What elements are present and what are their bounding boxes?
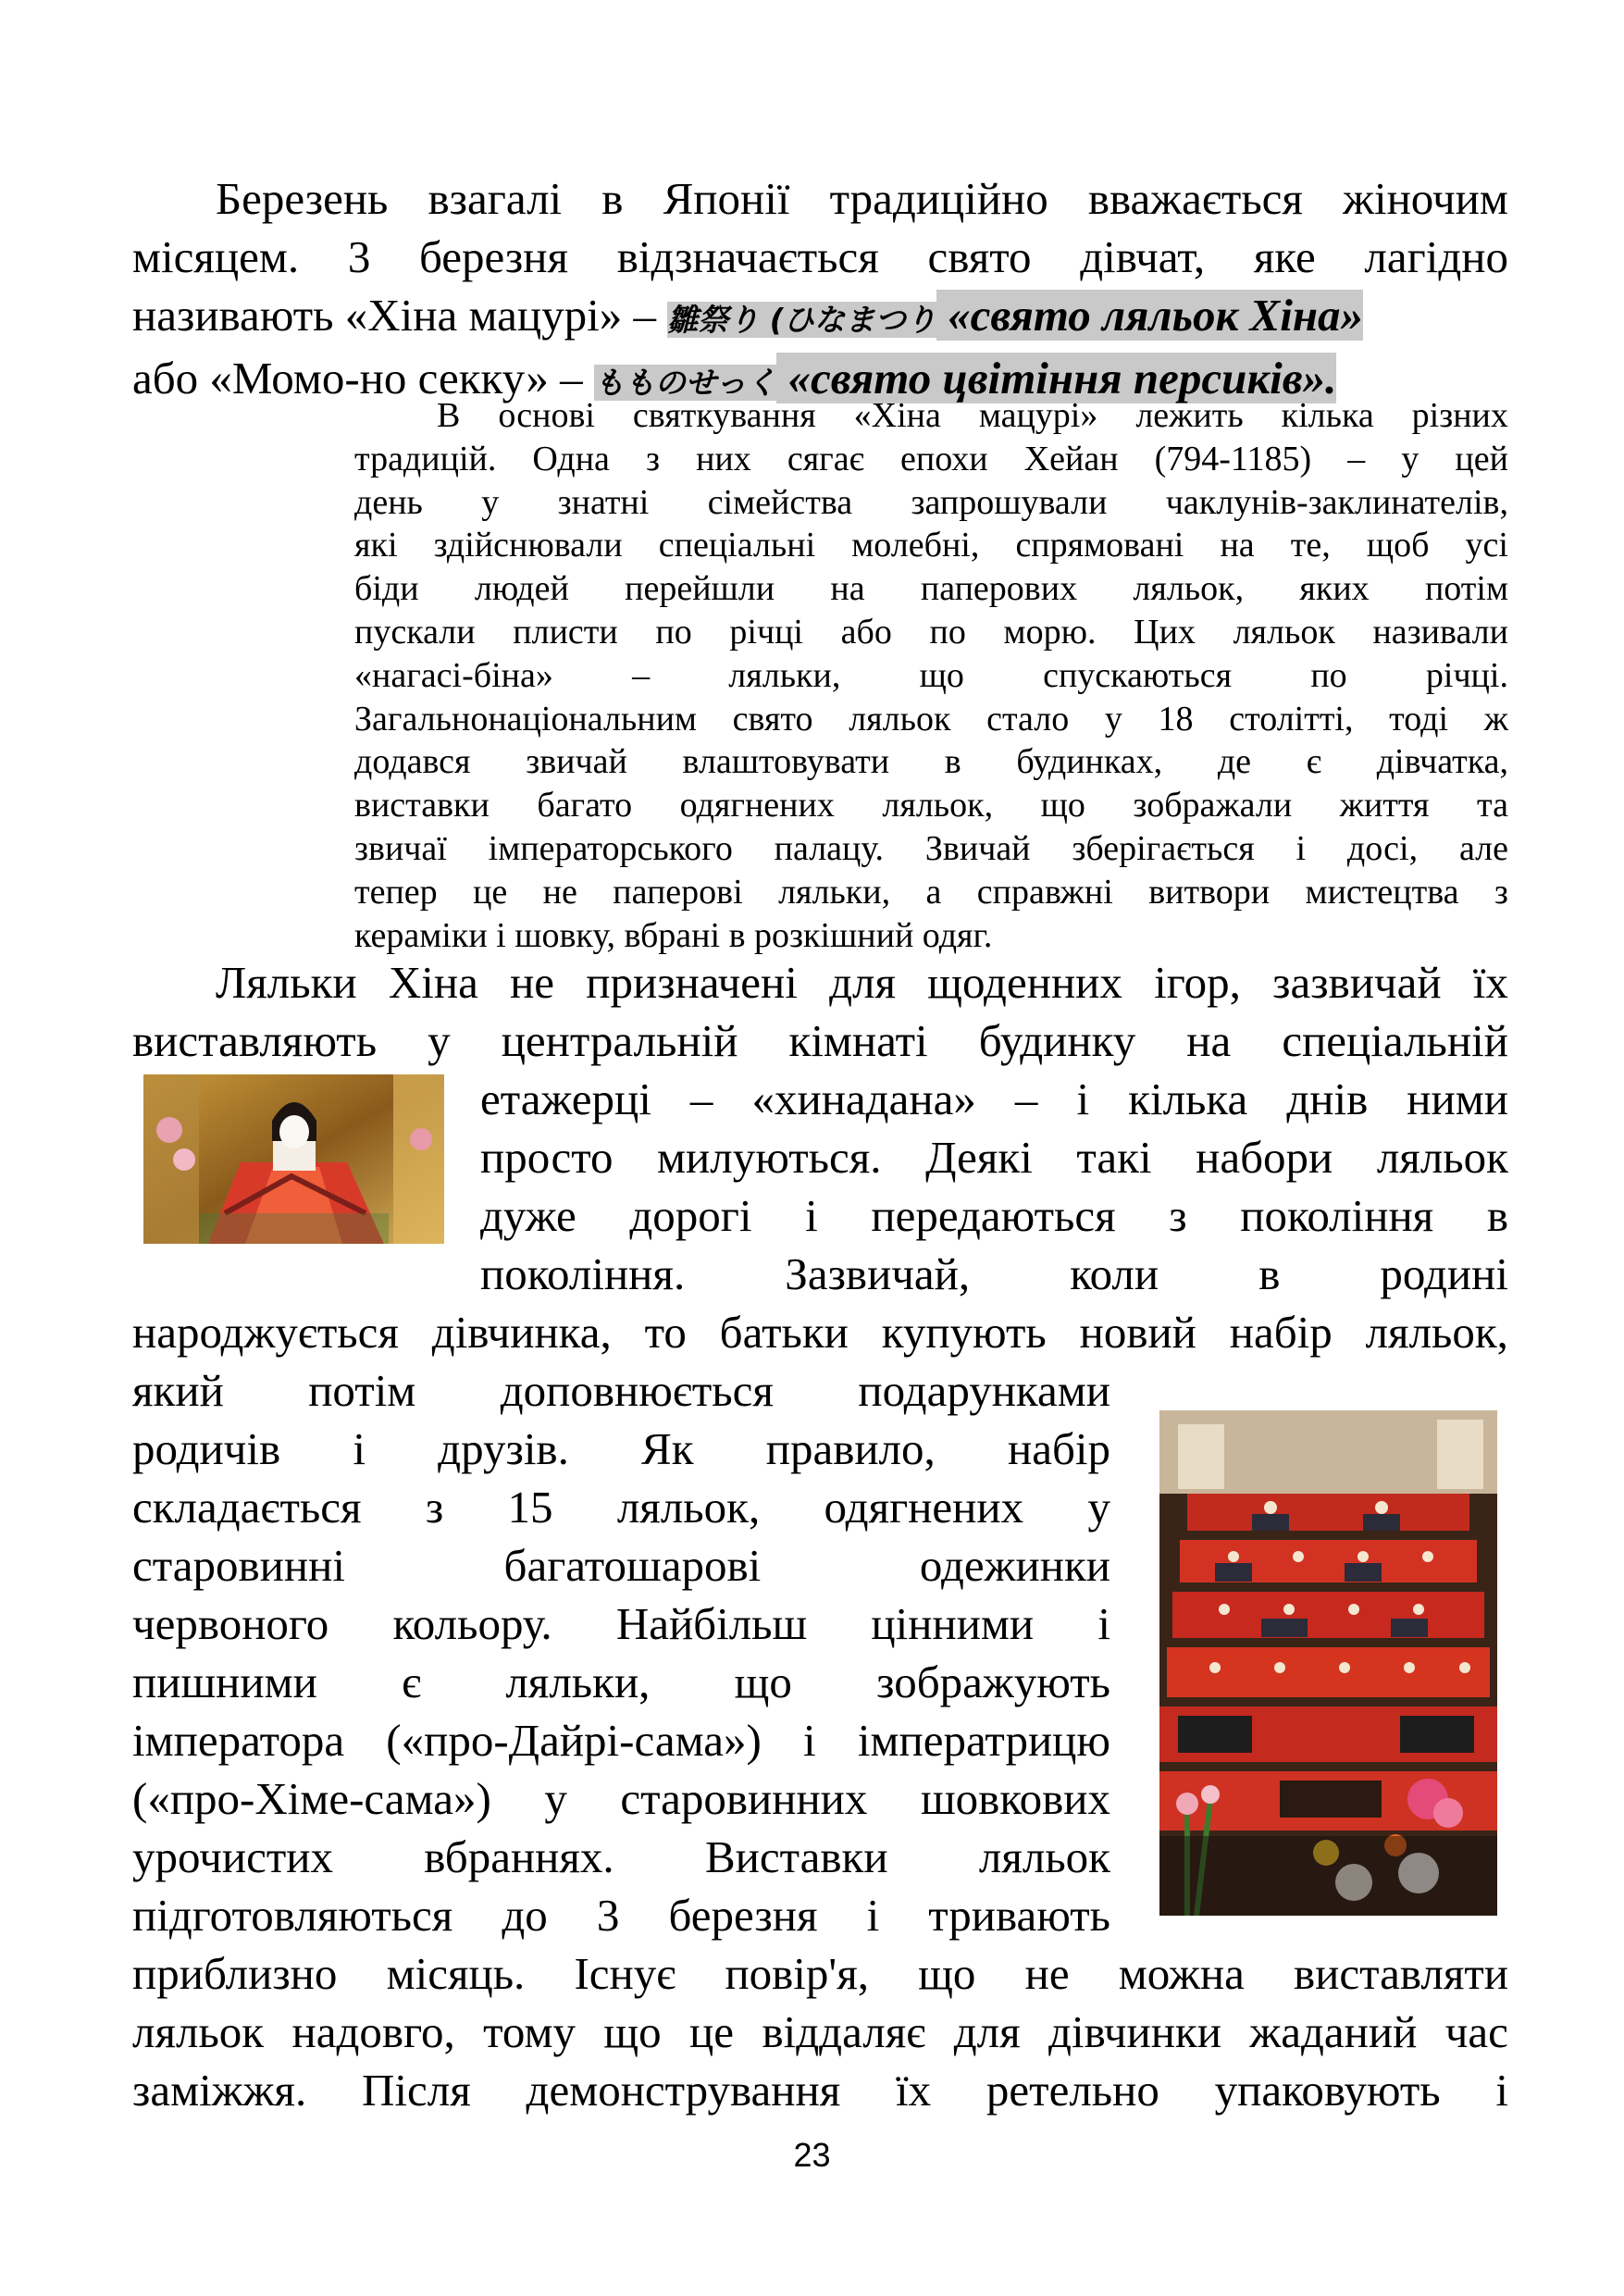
word: додався bbox=[354, 742, 471, 782]
word: потім bbox=[1424, 569, 1508, 609]
word: сягає bbox=[787, 439, 864, 478]
small-print-block bbox=[354, 394, 1508, 957]
word: місяць. bbox=[386, 1948, 526, 1999]
word: кілька bbox=[1281, 396, 1374, 435]
word: купують bbox=[881, 1307, 1047, 1358]
word: «нагасі-біна» bbox=[354, 655, 553, 695]
word: людей bbox=[474, 569, 569, 609]
word: Найбільш bbox=[615, 1598, 808, 1649]
word: В bbox=[437, 396, 461, 435]
word: по bbox=[655, 612, 692, 652]
word: днів bbox=[1286, 1074, 1369, 1124]
word: дуже bbox=[480, 1190, 576, 1241]
word: зберігається bbox=[1072, 828, 1255, 868]
word: і bbox=[805, 1190, 818, 1241]
word: Цих bbox=[1134, 612, 1196, 652]
small-line-13 bbox=[354, 914, 1508, 958]
word: мацурі» bbox=[978, 396, 1098, 435]
word: Загальнонаціональним bbox=[354, 699, 697, 738]
word: з bbox=[1494, 872, 1508, 912]
word: і bbox=[1076, 1074, 1090, 1124]
word: спрямовані bbox=[1015, 526, 1184, 565]
word: їх bbox=[896, 2065, 932, 2116]
word: день bbox=[354, 482, 423, 522]
word: в bbox=[944, 742, 961, 782]
word: друзів. bbox=[438, 1423, 569, 1474]
word: місяцем. bbox=[132, 231, 300, 282]
word: – bbox=[1014, 1074, 1038, 1124]
word: щоб bbox=[1366, 526, 1430, 565]
small-line-13-text: кераміки і шовку, вбрані в розкішний одяг. bbox=[354, 915, 993, 955]
word: що bbox=[603, 2006, 662, 2057]
word: зображали bbox=[1133, 786, 1293, 825]
small-line-11 bbox=[354, 827, 1508, 871]
word: набори bbox=[1196, 1132, 1333, 1183]
word: до bbox=[502, 1890, 548, 1941]
word: цінними bbox=[871, 1598, 1035, 1649]
word: Березень bbox=[216, 173, 389, 224]
word: Після bbox=[362, 2065, 471, 2116]
word: ними bbox=[1407, 1074, 1508, 1124]
japanese-hinamatsuri: 雛祭り (ひなまつり bbox=[667, 302, 936, 338]
word: («про-Дайрі-сама») bbox=[386, 1715, 762, 1766]
word: що bbox=[918, 1948, 976, 1999]
word: лагідно bbox=[1364, 231, 1508, 282]
word: – bbox=[632, 655, 651, 695]
word: 15 bbox=[507, 1482, 553, 1533]
word: у bbox=[1087, 1482, 1110, 1533]
word: етажерці bbox=[480, 1074, 651, 1124]
word: кілька bbox=[1128, 1074, 1248, 1124]
word: ляльки, bbox=[505, 1657, 651, 1707]
word: по bbox=[1310, 655, 1347, 695]
word: їх bbox=[1472, 957, 1508, 1008]
word: у bbox=[1401, 439, 1419, 478]
word: цей bbox=[1455, 439, 1508, 478]
word: сімейства bbox=[707, 482, 853, 522]
word: здійснювали bbox=[433, 526, 623, 565]
word: або bbox=[840, 612, 892, 652]
word: епохи bbox=[900, 439, 988, 478]
word: що bbox=[1040, 786, 1085, 825]
word: набір bbox=[1229, 1307, 1333, 1358]
word: приблизно bbox=[132, 1948, 338, 1999]
word: які bbox=[354, 526, 398, 565]
word: дівчинка, bbox=[431, 1307, 612, 1358]
word: ляльок bbox=[1233, 612, 1335, 652]
word: імператорського bbox=[488, 828, 733, 868]
body-line-1 bbox=[132, 953, 1508, 1011]
word: родині bbox=[1380, 1248, 1508, 1299]
word: на bbox=[830, 569, 865, 609]
word: яких bbox=[1299, 569, 1370, 609]
intro-line-3 bbox=[132, 286, 1508, 349]
word: Ляльки bbox=[216, 957, 357, 1008]
word: традицій. bbox=[354, 439, 497, 478]
word: ляльок bbox=[132, 2006, 265, 2057]
word: у bbox=[481, 482, 500, 522]
word: є bbox=[1306, 742, 1322, 782]
word: мистецтва bbox=[1305, 872, 1459, 912]
word: свято bbox=[927, 231, 1032, 282]
word: річці. bbox=[1425, 655, 1508, 695]
small-line-9 bbox=[354, 740, 1508, 784]
word: 3 bbox=[347, 231, 371, 282]
word: ляльок bbox=[978, 1831, 1110, 1882]
small-line-10 bbox=[354, 784, 1508, 827]
word: звичаї bbox=[354, 828, 447, 868]
body-line-19 bbox=[132, 2003, 1508, 2061]
intro-line-1 bbox=[132, 169, 1508, 228]
word: досі, bbox=[1346, 828, 1419, 868]
word: в bbox=[1486, 1190, 1508, 1241]
small-line-12 bbox=[354, 871, 1508, 914]
word: витвори bbox=[1148, 872, 1271, 912]
word: не bbox=[542, 872, 577, 912]
word: коли bbox=[1070, 1248, 1159, 1299]
word: на bbox=[1220, 526, 1255, 565]
word: те, bbox=[1290, 526, 1331, 565]
word: правило, bbox=[765, 1423, 936, 1474]
word: милуються. bbox=[657, 1132, 882, 1183]
word: народжується bbox=[132, 1307, 399, 1358]
word: чаклунів-заклинателів, bbox=[1165, 482, 1508, 522]
word: надовго, bbox=[291, 2006, 455, 2057]
word: традиційно bbox=[829, 173, 1048, 224]
word: є bbox=[402, 1657, 422, 1707]
word: подарунками bbox=[858, 1365, 1110, 1416]
word: призначені bbox=[586, 957, 798, 1008]
word: будинку bbox=[978, 1015, 1136, 1066]
word: основі bbox=[498, 396, 595, 435]
word: упаковують bbox=[1214, 2065, 1441, 2116]
word: віддаляє bbox=[762, 2006, 926, 2057]
word: і bbox=[353, 1423, 366, 1474]
word: стало bbox=[986, 699, 1070, 738]
word: імператрицю bbox=[857, 1715, 1110, 1766]
word: тепер bbox=[354, 872, 438, 912]
word: («про-Хіме-сама») bbox=[132, 1773, 491, 1824]
word: в bbox=[1258, 1248, 1281, 1299]
small-line-8 bbox=[354, 698, 1508, 741]
word: в bbox=[601, 173, 624, 224]
word: ляльок, bbox=[1365, 1307, 1508, 1358]
word: можна bbox=[1118, 1948, 1245, 1999]
word: зазвичай bbox=[1272, 957, 1442, 1008]
small-line-5 bbox=[354, 567, 1508, 611]
word: не bbox=[510, 957, 555, 1008]
small-line-2 bbox=[354, 438, 1508, 481]
word: і bbox=[866, 1890, 880, 1941]
word: дівчат, bbox=[1080, 231, 1206, 282]
word: ляльок, bbox=[616, 1482, 761, 1533]
word: урочистих bbox=[132, 1831, 333, 1882]
word: час bbox=[1444, 2006, 1508, 2057]
word: річці bbox=[729, 612, 803, 652]
small-line-4 bbox=[354, 524, 1508, 567]
word: відзначається bbox=[616, 231, 879, 282]
word: пишними bbox=[132, 1657, 317, 1707]
word: вбраннях. bbox=[424, 1831, 614, 1882]
word: і bbox=[1295, 828, 1307, 868]
word: з bbox=[425, 1482, 444, 1533]
word: лежить bbox=[1135, 396, 1244, 435]
word: 18 bbox=[1158, 699, 1194, 738]
body-line-18 bbox=[132, 1944, 1508, 2003]
word: щоденних bbox=[927, 957, 1122, 1008]
word: ляльок, bbox=[1133, 569, 1245, 609]
intro-line-4-text: або «Момо-но секку» – bbox=[132, 353, 594, 403]
word: повір'я, bbox=[725, 1948, 870, 1999]
word: одягнених bbox=[824, 1482, 1024, 1533]
word: – bbox=[1347, 439, 1366, 478]
word: Як bbox=[641, 1423, 694, 1474]
word: ляльок, bbox=[882, 786, 994, 825]
word: новий bbox=[1079, 1307, 1196, 1358]
word: пускали bbox=[354, 612, 476, 652]
word: але bbox=[1458, 828, 1508, 868]
word: з bbox=[1169, 1190, 1187, 1241]
word: молебні, bbox=[851, 526, 980, 565]
word: «Хіна bbox=[853, 396, 941, 435]
word: на bbox=[1186, 1015, 1232, 1066]
word: зображують bbox=[876, 1657, 1110, 1707]
word: столітті, bbox=[1229, 699, 1354, 738]
word: Звичай bbox=[924, 828, 1031, 868]
word: усі bbox=[1465, 526, 1508, 565]
word: Деякі bbox=[925, 1132, 1033, 1183]
word: демонстрування bbox=[526, 2065, 841, 2116]
word: що bbox=[734, 1657, 792, 1707]
word: заміжжя. bbox=[132, 2065, 307, 2116]
word: червоного bbox=[132, 1598, 329, 1649]
word: покоління bbox=[1240, 1190, 1434, 1241]
word: будинках, bbox=[1016, 742, 1163, 782]
word: (794-1185) bbox=[1154, 439, 1312, 478]
word: тривають bbox=[928, 1890, 1110, 1941]
word: Хейан bbox=[1023, 439, 1119, 478]
word: і bbox=[1495, 2065, 1508, 2116]
japanese-momo-no-sekku: もものせっく bbox=[593, 365, 777, 401]
word: старовинні bbox=[132, 1540, 345, 1591]
word: то bbox=[644, 1307, 687, 1358]
word: покоління. bbox=[480, 1248, 686, 1299]
word: звичай bbox=[526, 742, 627, 782]
word: ляльки, bbox=[728, 655, 841, 695]
word: підготовляються bbox=[132, 1890, 453, 1941]
word: тоді bbox=[1389, 699, 1449, 738]
hina-doll-photo bbox=[143, 1074, 444, 1244]
highlight-hina-festival: «свято ляльок Хіна» bbox=[936, 290, 1364, 341]
body-line-2 bbox=[132, 1011, 1508, 1070]
word: що bbox=[919, 655, 964, 695]
word: святкування bbox=[632, 396, 816, 435]
word: у bbox=[428, 1015, 451, 1066]
body-line-6 bbox=[132, 1245, 1508, 1303]
word: виставляють bbox=[132, 1015, 378, 1066]
word: виставки bbox=[354, 786, 490, 825]
word: паперові bbox=[613, 872, 743, 912]
word: «хинадана» bbox=[751, 1074, 976, 1124]
word: з bbox=[645, 439, 660, 478]
word: запрошували bbox=[911, 482, 1108, 522]
word: і bbox=[1097, 1598, 1110, 1649]
word: виставляти bbox=[1294, 1948, 1508, 1999]
word: по bbox=[929, 612, 966, 652]
word: спеціальній bbox=[1282, 1015, 1508, 1066]
word: перейшли bbox=[625, 569, 775, 609]
word: Зазвичай, bbox=[785, 1248, 971, 1299]
word: кімнаті bbox=[788, 1015, 928, 1066]
word: кольору. bbox=[392, 1598, 552, 1649]
word: Одна bbox=[532, 439, 610, 478]
word: який bbox=[132, 1365, 224, 1416]
word: у bbox=[1104, 699, 1122, 738]
word: одягнених bbox=[679, 786, 835, 825]
word: і bbox=[803, 1715, 816, 1766]
word: паперових bbox=[920, 569, 1078, 609]
intro-line-4-period: . bbox=[1325, 353, 1337, 403]
word: у bbox=[544, 1773, 567, 1824]
word: тому bbox=[483, 2006, 576, 2057]
word: – bbox=[689, 1074, 713, 1124]
word: дівчатка, bbox=[1376, 742, 1508, 782]
small-line-6 bbox=[354, 611, 1508, 654]
word: Хіна bbox=[388, 957, 478, 1008]
word: справжні bbox=[976, 872, 1113, 912]
word: жаданий bbox=[1249, 2006, 1418, 2057]
word: набір bbox=[1007, 1423, 1110, 1474]
word: жіночим bbox=[1343, 173, 1508, 224]
word: центральній bbox=[501, 1015, 738, 1066]
word: ігор, bbox=[1154, 957, 1241, 1008]
word: березня bbox=[419, 231, 569, 282]
word: взагалі bbox=[428, 173, 563, 224]
highlight-peach-festival: «свято цвітіння персиків» bbox=[776, 353, 1326, 403]
word: морю. bbox=[1003, 612, 1097, 652]
word: Існує bbox=[574, 1948, 676, 1999]
word: де bbox=[1217, 742, 1252, 782]
word: 3 bbox=[596, 1890, 620, 1941]
word: березня bbox=[668, 1890, 818, 1941]
word: родичів bbox=[132, 1423, 281, 1474]
word: Виставки bbox=[704, 1831, 888, 1882]
body-line-20 bbox=[132, 2061, 1508, 2119]
word: дорогі bbox=[629, 1190, 752, 1241]
word: а bbox=[925, 872, 942, 912]
word: ретельно bbox=[986, 2065, 1159, 2116]
intro-line-2 bbox=[132, 228, 1508, 286]
word: доповнюється bbox=[500, 1365, 774, 1416]
word: спускаються bbox=[1043, 655, 1233, 695]
word: спеціальні bbox=[658, 526, 816, 565]
word: ж bbox=[1483, 699, 1508, 738]
word: життя bbox=[1339, 786, 1430, 825]
small-line-3 bbox=[354, 481, 1508, 525]
intro-paragraph bbox=[132, 169, 1508, 412]
word: ляльки, bbox=[778, 872, 891, 912]
word: одежинки bbox=[919, 1540, 1110, 1591]
word: не bbox=[1024, 1948, 1070, 1999]
body-line-7 bbox=[132, 1303, 1508, 1361]
page-number: 23 bbox=[793, 2136, 831, 2174]
word: такі bbox=[1076, 1132, 1152, 1183]
word: палацу. bbox=[774, 828, 885, 868]
word: старовинних bbox=[620, 1773, 868, 1824]
word: знатні bbox=[557, 482, 650, 522]
word: ляльок bbox=[1376, 1132, 1508, 1183]
word: вважається bbox=[1087, 173, 1303, 224]
word: шовкових bbox=[920, 1773, 1110, 1824]
word: свято bbox=[732, 699, 813, 738]
word: біди bbox=[354, 569, 419, 609]
word: потім bbox=[308, 1365, 416, 1416]
word: складається bbox=[132, 1482, 362, 1533]
word: Японії bbox=[663, 173, 790, 224]
hina-doll-set-photo bbox=[1159, 1410, 1497, 1916]
word: багатошарові bbox=[503, 1540, 762, 1591]
word: різних bbox=[1411, 396, 1508, 435]
small-line-1 bbox=[354, 394, 1508, 438]
word: батьки bbox=[719, 1307, 849, 1358]
word: дівчинки bbox=[1048, 2006, 1221, 2057]
word: плисти bbox=[513, 612, 618, 652]
word: це bbox=[689, 2006, 735, 2057]
word: називали bbox=[1372, 612, 1508, 652]
intro-line-3-text: називають «Хіна мацурі» – bbox=[132, 290, 668, 341]
word: багато bbox=[537, 786, 633, 825]
small-line-7 bbox=[354, 654, 1508, 698]
word: для bbox=[953, 2006, 1021, 2057]
word: передаються bbox=[871, 1190, 1116, 1241]
word: імператора bbox=[132, 1715, 345, 1766]
word: це bbox=[473, 872, 508, 912]
word: ляльок bbox=[849, 699, 951, 738]
word: них bbox=[696, 439, 751, 478]
word: для bbox=[829, 957, 896, 1008]
word: просто bbox=[480, 1132, 614, 1183]
word: яке bbox=[1253, 231, 1316, 282]
word: влаштовувати bbox=[682, 742, 890, 782]
word: та bbox=[1477, 786, 1508, 825]
